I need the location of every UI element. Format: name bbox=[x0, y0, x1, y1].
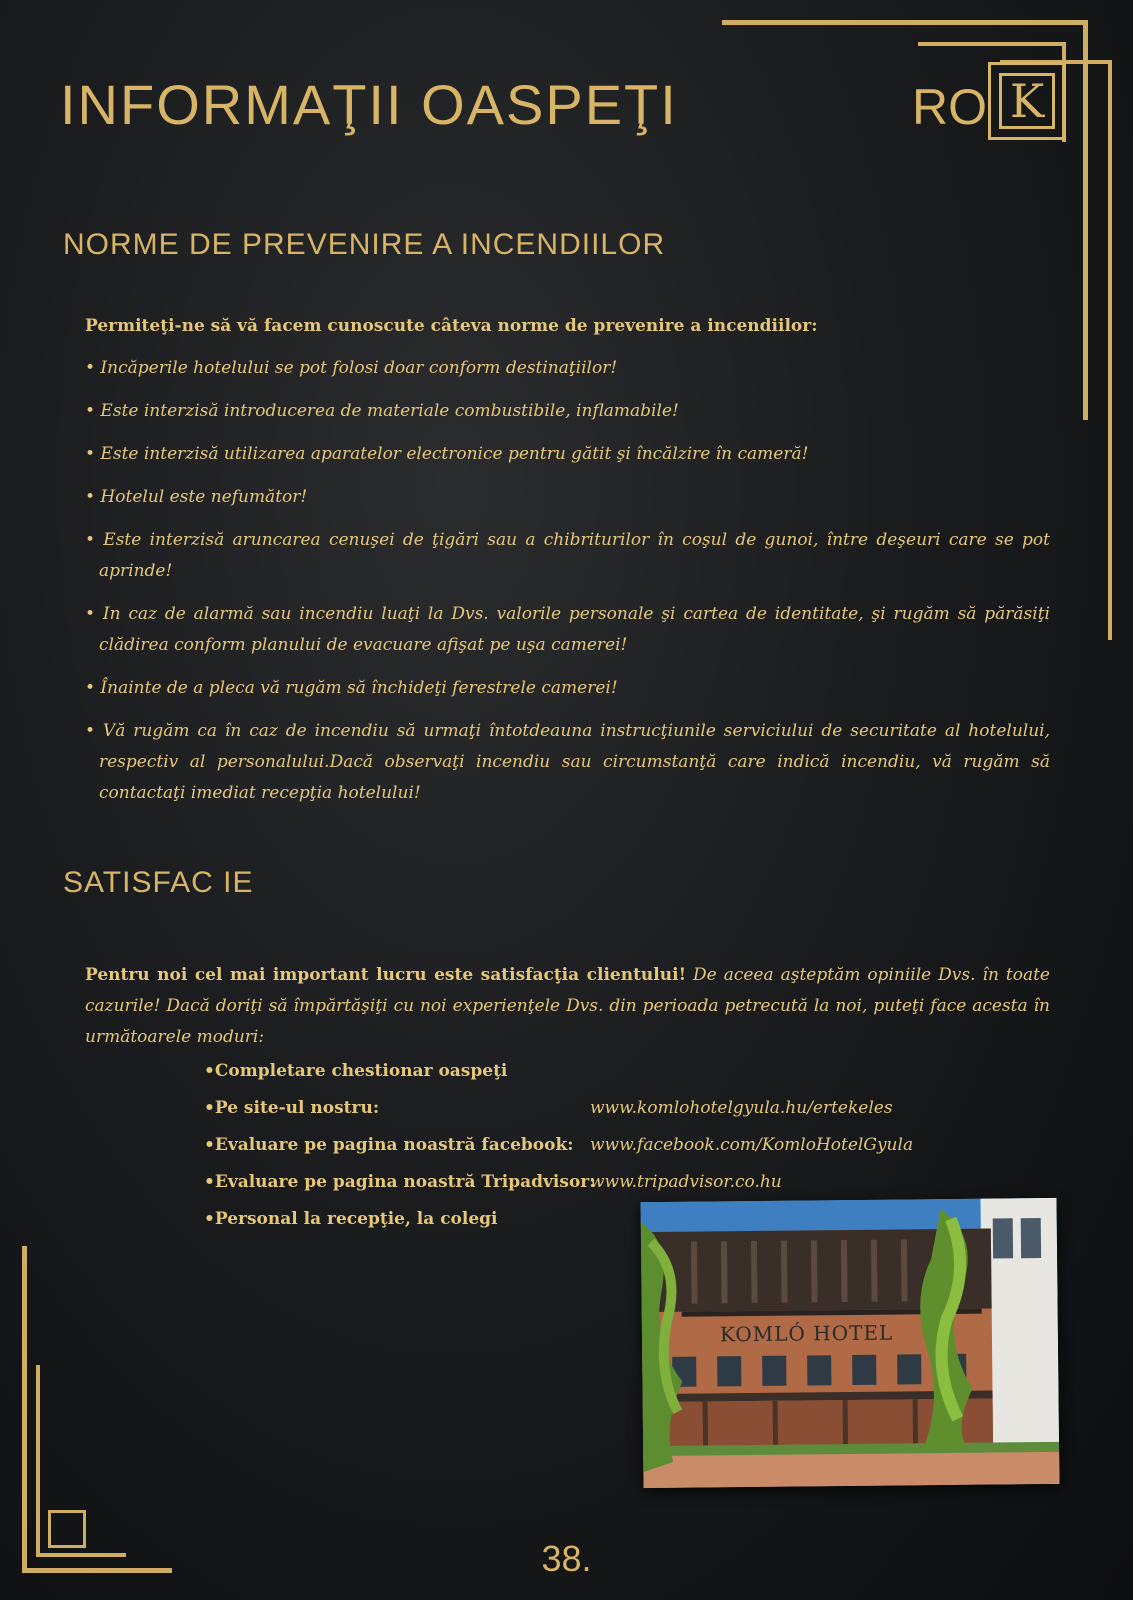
hotel-sign: KOMLÓ HOTEL bbox=[719, 1320, 894, 1347]
website-link[interactable]: www.komlohotelgyula.hu/ertekeles bbox=[590, 1098, 893, 1118]
fire-heading: NORME DE PREVENIRE A INCENDIILOR bbox=[63, 228, 666, 261]
option-facebook: •Evaluare pe pagina noastră facebook: bbox=[204, 1135, 574, 1155]
page-number: 38. bbox=[541, 1538, 592, 1579]
option-reception: •Personal la recepţie, la colegi bbox=[204, 1209, 498, 1229]
logo-letter: K bbox=[999, 73, 1055, 129]
frame-top-line bbox=[722, 20, 1088, 25]
frame-left-bottom-line bbox=[22, 1246, 27, 1571]
language-label: RO bbox=[912, 79, 987, 135]
list-item: • Înainte de a pleca vă rugăm să închideţi ferestrele camerei! bbox=[85, 678, 618, 698]
satisfaction-paragraph bbox=[85, 960, 1050, 1053]
frame-top-line-inner bbox=[918, 42, 1066, 46]
list-item: • Este interzisă utilizarea aparatelor electronice pentru gătit şi încălzire în cameră! bbox=[85, 444, 809, 464]
list-item: • Hotelul este nefumător! bbox=[85, 487, 308, 507]
option-questionnaire: •Completare chestionar oaspeţi bbox=[204, 1061, 508, 1081]
list-item: • Este interzisă aruncarea cenuşei de ţigări sau a chibriturilor în coşul de gunoi, între deşeuri care se pot aprinde! bbox=[85, 530, 1050, 581]
hotel-photo-svg bbox=[641, 1198, 1060, 1488]
fire-intro: Permiteţi-ne să vă facem cunoscute câteva norme de prevenire a incendiilor: bbox=[85, 316, 818, 336]
tripadvisor-link[interactable]: www.tripadvisor.co.hu bbox=[590, 1172, 782, 1192]
frame-right-line-outer bbox=[1108, 60, 1112, 640]
frame-right-line bbox=[1083, 20, 1088, 420]
option-website: •Pe site-ul nostru: bbox=[204, 1098, 380, 1118]
satisfaction-lead-italic: De aceea aşteptăm opiniile Dvs. în toate cazurile! Dacă doriţi să împărtăşiţi cu noi experienţele Dvs. din perioada petrecută la noi, puteţi face acesta în următoarele moduri: bbox=[85, 965, 1050, 1047]
option-tripadvisor: •Evaluare pe pagina noastră Tripadvisor: bbox=[204, 1172, 596, 1192]
hotel-photo bbox=[641, 1198, 1060, 1488]
list-item: • Este interzisă introducerea de materiale combustibile, inflamabile! bbox=[85, 401, 679, 421]
satisfaction-lead-bold: Pentru noi cel mai important lucru este satisfacţia clientului! bbox=[85, 965, 687, 985]
logo bbox=[988, 62, 1066, 140]
page-title: INFORMAŢII OASPEŢI bbox=[60, 73, 678, 136]
list-item: • Incăperile hotelului se pot folosi doar conform destinaţiilor! bbox=[85, 358, 618, 378]
list-item: • In caz de alarmă sau incendiu luaţi la Dvs. valorile personale şi cartea de identitate, şi rugăm să părăsiţi clădirea conform planului de evacuare afişat pe uşa camerei! bbox=[85, 604, 1050, 655]
list-item: • Vă rugăm ca în caz de incendiu să urmaţi întotdeauna instrucţiunile serviciului de securitate al hotelului, respectiv al personalului.Dacă observaţi incendiu sau circumstanţă care indică incendiu, vă rugăm să contactaţi imediat recepţia hotelului! bbox=[85, 721, 1050, 803]
frame-left-bottom-line-inner bbox=[36, 1365, 40, 1555]
facebook-link[interactable]: www.facebook.com/KomloHotelGyula bbox=[590, 1135, 914, 1155]
satisfaction-heading: SATISFAC IE bbox=[63, 866, 254, 899]
fire-rules-list bbox=[85, 353, 1050, 821]
